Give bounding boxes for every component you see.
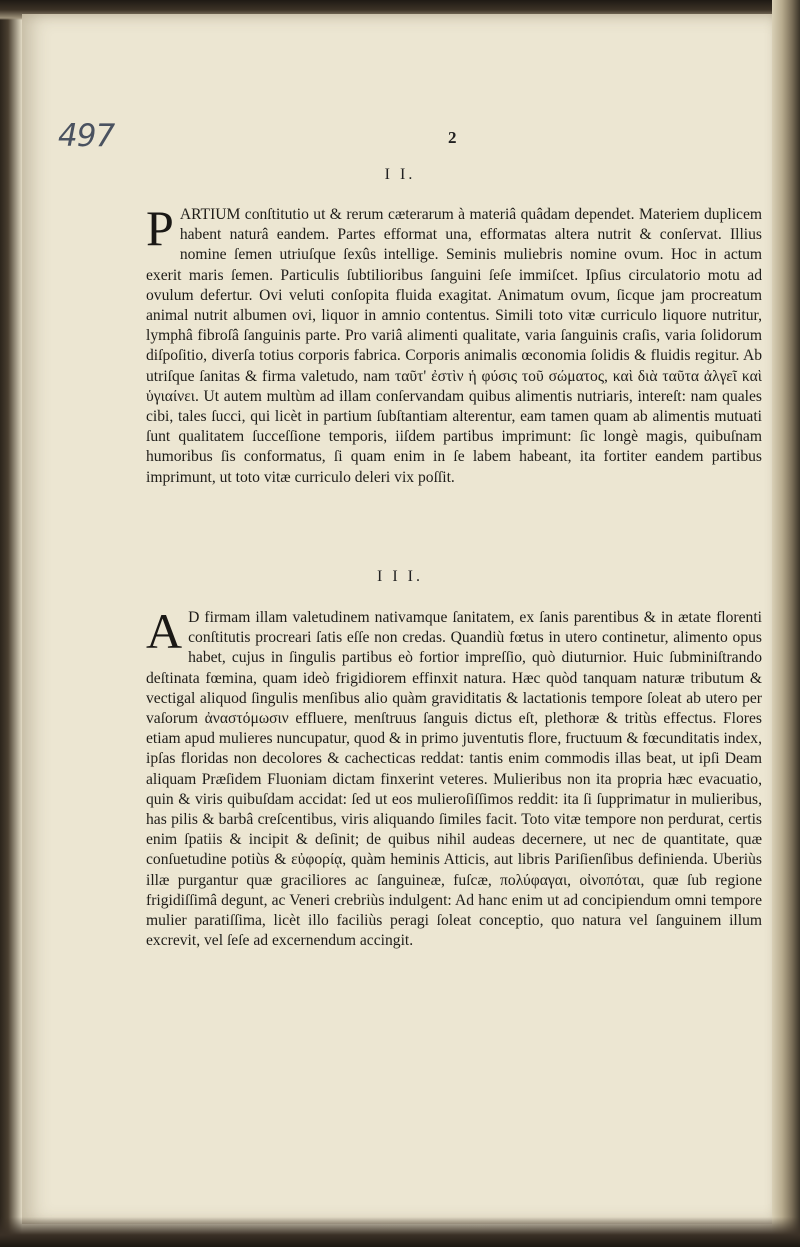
book-bottom-edge <box>0 1217 800 1247</box>
section-ii-text: ARTIUM conſtitutio ut & rerum cæterarum à materiâ quâdam dependet. Materiem duplicem habent naturâ eandem. Partes efformat una, efformatas altera nutrit & conſervat. Illius nomine ſemen utriuſque ſexûs intellige. Seminis muliebris nomine ovum. Hoc in actum exerit maris ſemen. Particulis ſubtilioribus ſanguini ſeſe immiſcet. Ipſius circulatorio motu ad ovulum defertur. Ovi veluti conſopita fluida exagitat. Animatum ovum, ſicque jam procreatum animal nutrit albumen ovi, liquor in amnio contentus. Simili toto vitæ curriculo liquore nutritur, lymphâ fibroſâ ſanguinis parte. Pro variâ alimenti qualitate, varia ſanguinis craſis, varia ſolidorum diſpoſitio, diverſa totius corporis fabrica. Corporis animalis œconomia ſolidis & fluidis regitur. Ab utriſque ſanitas & firma valetudo, nam ταῦτ' ἐστὶν ἡ φύσις τοῦ σώματος, καὶ διὰ ταῦτα ἀλγεῖ καὶ ὑγιαίνει. Ut autem multùm ad illam conſervandam quibus alimentis nutriaris, intereſt: nam quales cibi, tales ſucci, qui licèt in partium ſubſtantiam alterentur, eam tamen quam ab alimentis mutuati ſunt qualitatem ſucceſſione temporis, iiſdem partibus imprimunt: ſic longè magis, quibuſnam humoribus ſis conformatus, ſi quam enim in ſe labem habeant, ita fortiter eandem partibus imprimunt, ut toto vitæ curriculo deleri vix poſſit. <box>146 206 762 486</box>
drop-cap-a: A <box>146 603 183 659</box>
section-ii-paragraph <box>146 200 762 488</box>
drop-cap-p: P <box>146 200 174 256</box>
section-iii-text: D firmam illam valetudinem nativamque ſanitatem, ex ſanis parentibus & in ætate florenti conſtitutis procreari ſatis eſſe non credas. Quandiù fœtus in utero continetur, alimento opus habet, cujus in ſingulis partibus eò fortior impreſſio, quò diuturnior. Huic ſubminiſtrando deſtinata fœmina, quam ideò frigidiorem effinxit natura. Hæc quòd tanquam naturæ tributum & vectigal aliquod ſingulis menſibus alio quàm graviditatis & lactationis tempore ſoleat ab utero per vaſorum ἀναστόμωσιν effluere, menſtruus ſanguis dictus eſt, plethoræ & tritùs effectus. Flores etiam apud mulieres nuncupatur, quod & in primo juventutis flore, fructuum & fœcunditatis index, ipſas floridas non decolores & cachecticas reddat: tantis enim commodis illas beat, ut ipſi Deam aliquam Præſidem Fluoniam dictam finxerint veteres. Mulieribus non ita propria hæc evacuatio, quin & viris quibuſdam accidat: ſed ut eos mulieroſiſſimos reddit: ita ſi ſupprimatur in mulieribus, has pilis & barbâ creſcentibus, viris aliquando ſimiles facit. Toto vitæ tempore non perdurat, certis enim ſpatiis & incipit & deſinit; de quibus nihil audeas decernere, ut nec de quantitate, quæ conſuetudine potiùs & εὐφορίᾳ, quàm heminis Atticis, aut libris Pariſienſibus definienda. Uberiùs illæ purgantur quæ graciliores ac ſanguineæ, fuſcæ, πολύφαγαι, οἰνοπόται, quæ ſub regione frigidiſſimâ degunt, ac Veneri crebriùs indulgent: Ad hanc enim ut ad concipiendum omni tempore mulier paratiſſima, licèt illo faciliùs peragi ſoleat conceptio, quo natura vel ſanguinem illum excrevit, vel ſeſe ad excernendum accingit. <box>146 609 762 950</box>
section-iii-paragraph <box>146 603 762 951</box>
section-heading-ii: I I. <box>384 166 416 183</box>
handwritten-margin-note: 497 <box>58 118 115 154</box>
section-heading-iii: I I I. <box>377 568 423 585</box>
book-right-edge <box>772 0 800 1247</box>
page-number: 2 <box>448 128 457 147</box>
